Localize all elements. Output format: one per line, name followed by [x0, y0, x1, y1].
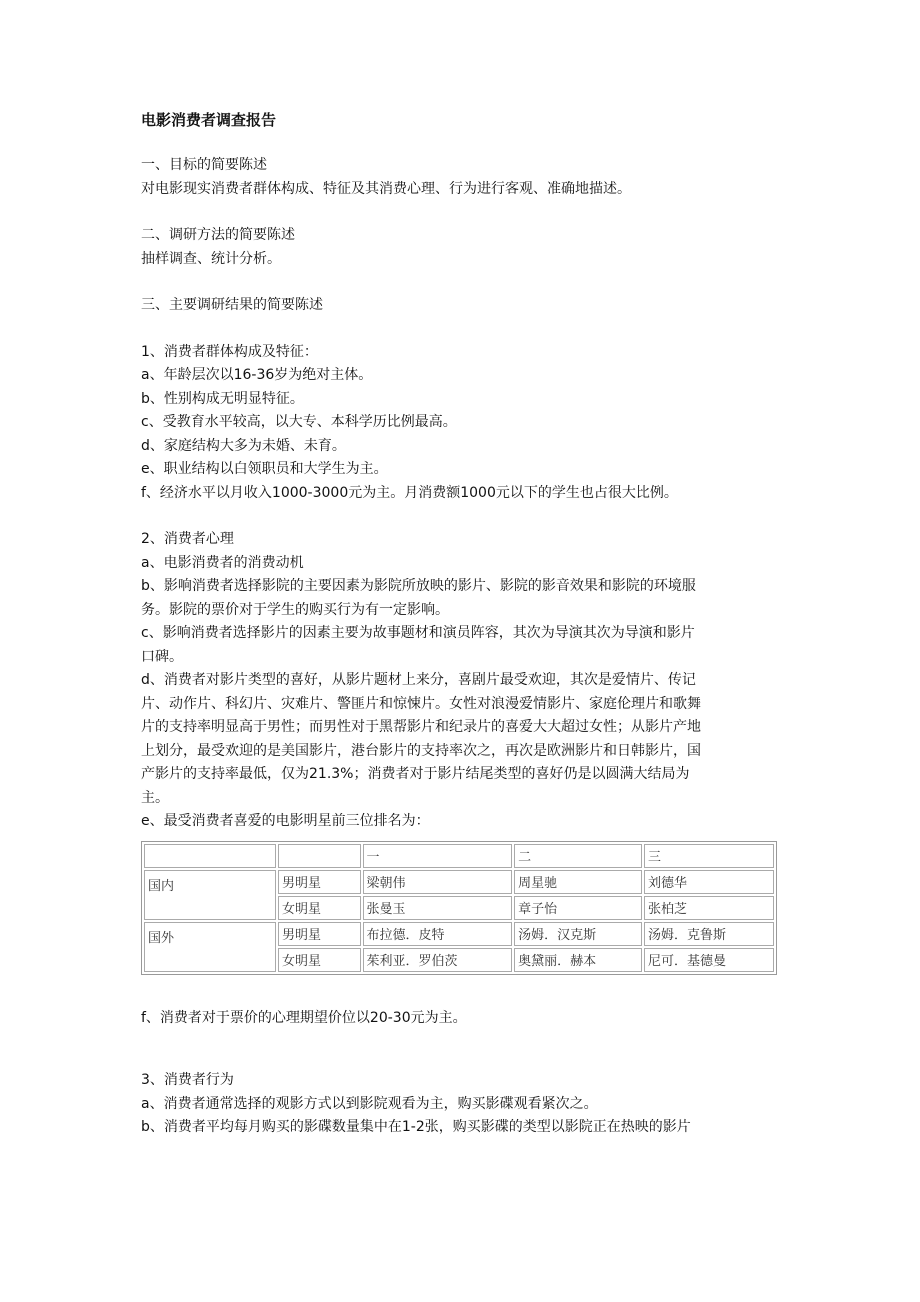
- list-item: d、家庭结构大多为未婚、未育。: [141, 437, 346, 454]
- list-item: b、性别构成无明显特征。: [141, 390, 304, 407]
- paragraph-method: 抽样调查、统计分析。: [141, 250, 281, 267]
- table-cell: 茱利亚．罗伯茨: [363, 948, 513, 972]
- list-item-continued: 片、动作片、科幻片、灾难片、警匪片和惊悚片。女性对浪漫爱情影片、家庭伦理片和歌舞: [141, 695, 701, 712]
- table-cell: 女明星: [278, 948, 361, 972]
- list-item: b、消费者平均每月购买的影碟数量集中在1-2张，购买影碟的类型以影院正在热映的影片: [141, 1119, 691, 1135]
- table-cell: 张曼玉: [363, 896, 513, 920]
- table-cell: [144, 844, 276, 868]
- section-heading-goal: 一、目标的简要陈述: [141, 157, 267, 173]
- section-heading-results: 三、主要调研结果的简要陈述: [141, 297, 323, 313]
- star-ranking-table: [141, 841, 777, 975]
- list-item: a、年龄层次以16-36岁为绝对主体。: [141, 367, 373, 383]
- table-cell: 尼可．基德曼: [644, 948, 774, 972]
- table-cell: 奥黛丽．赫本: [514, 948, 642, 972]
- section-heading-method: 二、调研方法的简要陈述: [141, 227, 295, 243]
- list-item: f、经济水平以月收入1000-3000元为主。月消费额1000元以下的学生也占很大比例。: [141, 484, 678, 501]
- table-cell: 女明星: [278, 896, 361, 920]
- table-cell: 男明星: [278, 870, 361, 894]
- table-cell: 一: [363, 844, 513, 868]
- list-item: b、影响消费者选择影院的主要因素为影院所放映的影片、影院的影音效果和影院的环境服: [141, 578, 696, 594]
- list-item-continued: 片的支持率明显高于男性；而男性对于黑帮影片和纪录片的喜爱大大超过女性；从影片产地: [141, 719, 701, 735]
- table-cell: 布拉德．皮特: [363, 922, 513, 946]
- table-cell: 二: [514, 844, 642, 868]
- region-domestic: 国内: [144, 870, 276, 920]
- list-item: c、影响消费者选择影片的因素主要为故事题材和演员阵容，其次为导演其次为导演和影片: [141, 625, 695, 641]
- table-cell: 汤姆．克鲁斯: [644, 922, 774, 946]
- list-item: f、消费者对于票价的心理期望价位以20-30元为主。: [141, 1009, 467, 1026]
- table-cell: 张柏芝: [644, 896, 774, 920]
- list-item-continued: 务。影院的票价对于学生的购买行为有一定影响。: [141, 601, 449, 618]
- list-item: e、职业结构以白领职员和大学生为主。: [141, 461, 388, 477]
- list-item: e、最受消费者喜爱的电影明星前三位排名为：: [141, 813, 430, 829]
- document-body: [141, 108, 781, 1140]
- list-item: d、消费者对影片类型的喜好，从影片题材上来分，喜剧片最受欢迎，其次是爱情片、传记: [141, 672, 696, 688]
- region-foreign: 国外: [144, 922, 276, 972]
- document-title: 电影消费者调查报告: [141, 111, 277, 129]
- table-cell: 刘德华: [644, 870, 774, 894]
- list-item-continued: 上划分，最受欢迎的是美国影片，港台影片的支持率次之，再次是欧洲影片和日韩影片，国: [141, 742, 701, 759]
- subheading-behavior: 3、消费者行为: [141, 1072, 234, 1088]
- table-cell: 章子怡: [514, 896, 642, 920]
- list-item: c、受教育水平较高，以大专、本科学历比例最高。: [141, 414, 457, 430]
- table-cell: 汤姆．汉克斯: [514, 922, 642, 946]
- table-cell: 男明星: [278, 922, 361, 946]
- list-item-continued: 主。: [141, 789, 169, 806]
- list-item: a、电影消费者的消费动机: [141, 554, 304, 571]
- list-item: a、消费者通常选择的观影方式以到影院观看为主，购买影碟观看紧次之。: [141, 1095, 598, 1112]
- table-cell: 三: [644, 844, 774, 868]
- list-item-continued: 口碑。: [141, 648, 183, 665]
- table-header-row: [144, 844, 774, 868]
- table-row: [144, 922, 774, 946]
- table-cell: [278, 844, 361, 868]
- table-row: [144, 870, 774, 894]
- subheading-composition: 1、消费者群体构成及特征：: [141, 343, 318, 360]
- table-cell: 梁朝伟: [363, 870, 513, 894]
- table-cell: 周星驰: [514, 870, 642, 894]
- list-item-continued: 产影片的支持率最低，仅为21.3%；消费者对于影片结尾类型的喜好仍是以圆满大结局为: [141, 766, 690, 782]
- paragraph-goal: 对电影现实消费者群体构成、特征及其消费心理、行为进行客观、准确地描述。: [141, 180, 631, 197]
- subheading-psychology: 2、消费者心理: [141, 531, 234, 547]
